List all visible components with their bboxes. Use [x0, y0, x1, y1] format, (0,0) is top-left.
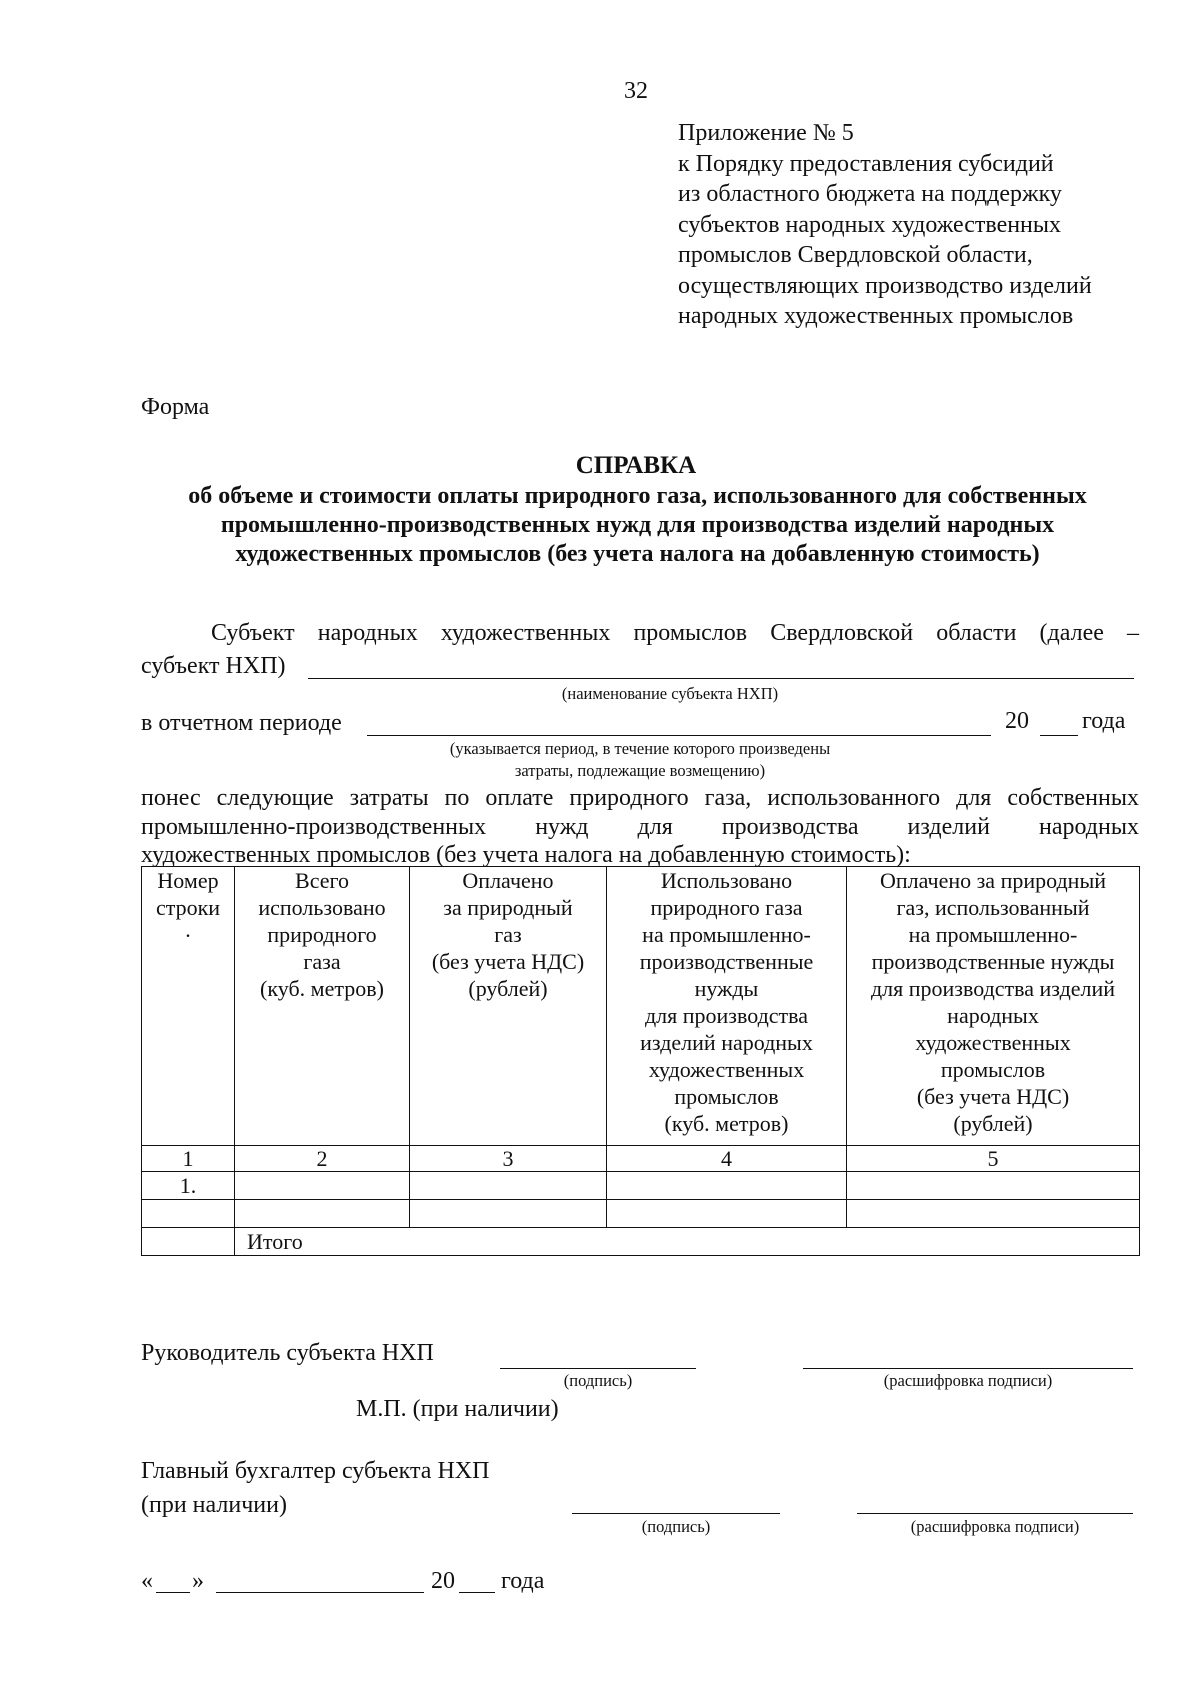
document-subtitle: [140, 482, 1135, 569]
header-total-used: [235, 867, 410, 1146]
table-cell[interactable]: [142, 1200, 235, 1228]
date-day-field[interactable]: [156, 1592, 190, 1593]
appendix-block: [678, 118, 1092, 332]
subject-name-note: (наименование субъекта НХП): [561, 684, 779, 703]
header-text: художественных: [915, 1030, 1071, 1055]
table-cell: [142, 1228, 235, 1256]
header-text: промыслов: [674, 1084, 779, 1109]
table-row: [142, 1172, 1140, 1200]
seal-label: М.П. (при наличии): [356, 1396, 559, 1422]
form-label: Форма: [141, 394, 210, 420]
header-text: (рублей): [468, 976, 548, 1001]
table-cell[interactable]: [607, 1200, 847, 1228]
header-text: художественных: [648, 1057, 805, 1082]
header-text: народных: [947, 1003, 1039, 1028]
header-text: производственные: [639, 949, 814, 974]
costs-line-2: промышленно-производственных нужд для производства изделий народных: [141, 814, 1139, 840]
table-cell[interactable]: [410, 1200, 607, 1228]
header-text: за природный: [443, 895, 573, 920]
header-text: (без учета НДС): [431, 949, 585, 974]
date-close-quote: »: [192, 1568, 204, 1594]
table-cell[interactable]: [607, 1172, 847, 1200]
total-label: Итого: [235, 1228, 1140, 1256]
header-text: нужды: [694, 976, 759, 1001]
table-cell[interactable]: [235, 1172, 410, 1200]
appendix-line: Приложение № 5: [678, 120, 854, 146]
appendix-line: народных художественных промыслов: [678, 303, 1074, 329]
appendix-line: субъектов народных художественных: [678, 211, 1062, 238]
costs-line-1: понес следующие затраты по оплате природного газа, использованного для собственных: [141, 785, 1139, 811]
header-text: .: [185, 917, 191, 942]
subtitle-line: об объеме и стоимости оплаты природного газа, использованного для собственных: [188, 483, 1087, 509]
appendix-line: осуществляющих производство изделий: [678, 272, 1092, 299]
header-text: Оплачено за природный: [879, 868, 1106, 893]
table-cell[interactable]: [235, 1200, 410, 1228]
header-text: (без учета НДС): [916, 1084, 1070, 1109]
period-year-suffix: года: [1082, 708, 1126, 734]
column-number: 3: [410, 1146, 607, 1172]
date-month-field[interactable]: [216, 1592, 424, 1593]
header-text: использовано: [258, 895, 386, 920]
head-decoding-field[interactable]: [803, 1368, 1133, 1369]
period-note-2: затраты, подлежащие возмещению): [514, 761, 766, 780]
header-text: (рублей): [953, 1111, 1033, 1136]
header-text: Всего: [295, 868, 349, 893]
accountant-label-note: (при наличии): [141, 1492, 287, 1518]
period-year-prefix: 20: [1005, 708, 1029, 734]
table-cell[interactable]: [410, 1172, 607, 1200]
report-table: [141, 866, 1140, 1256]
header-text: Номер: [157, 868, 219, 893]
header-text: газа: [303, 949, 341, 974]
period-year-field[interactable]: [1040, 735, 1078, 736]
subject-name-field[interactable]: [308, 678, 1134, 679]
appendix-line: из областного бюджета на поддержку: [678, 181, 1062, 207]
page-number: 32: [624, 78, 648, 104]
header-text: строки: [155, 895, 221, 920]
accountant-label: Главный бухгалтер субъекта НХП: [141, 1458, 490, 1484]
header-text: (куб. метров): [664, 1111, 789, 1136]
accountant-decoding-note: (расшифровка подписи): [910, 1517, 1080, 1536]
header-paid: [410, 867, 607, 1146]
column-number-row: [142, 1146, 1140, 1172]
head-signature-field[interactable]: [500, 1368, 696, 1369]
column-number: 1: [142, 1146, 235, 1172]
accountant-decoding-field[interactable]: [857, 1513, 1133, 1514]
header-text: промыслов: [940, 1057, 1046, 1082]
intro-subject-prefix: субъект НХП): [141, 653, 286, 679]
header-text: на промышленно-: [642, 922, 811, 947]
header-text: для производства: [644, 1003, 809, 1028]
table-header-row: [142, 867, 1140, 1146]
header-text: газ, использованный: [896, 895, 1090, 920]
header-row-number: [142, 867, 235, 1146]
intro-line-1: Субъект народных художественных промыслов Свердловской области (далее –: [211, 620, 1139, 646]
costs-line-3: художественных промыслов (без учета налога на добавленную стоимость):: [141, 842, 911, 868]
header-text: для производства изделий: [870, 976, 1116, 1001]
subtitle-line: художественных промыслов (без учета налога на добавленную стоимость): [235, 541, 1040, 567]
column-number: 2: [235, 1146, 410, 1172]
date-year-suffix: года: [501, 1568, 545, 1594]
header-text: Использовано: [660, 868, 793, 893]
header-used-for-production: [607, 867, 847, 1146]
column-number: 5: [847, 1146, 1140, 1172]
appendix-line: промыслов Свердловской области,: [678, 242, 1033, 268]
head-signature-note: (подпись): [563, 1371, 633, 1390]
header-paid-for-production: [847, 867, 1140, 1146]
table-cell[interactable]: [847, 1200, 1140, 1228]
header-text: природного газа: [650, 895, 803, 920]
accountant-signature-field[interactable]: [572, 1513, 780, 1514]
period-prefix: в отчетном периоде: [141, 710, 342, 736]
head-label: Руководитель субъекта НХП: [141, 1340, 434, 1366]
header-text: газ: [494, 922, 522, 947]
date-year-prefix: 20: [431, 1568, 455, 1594]
header-text: (куб. метров): [260, 976, 384, 1001]
head-decoding-note: (расшифровка подписи): [883, 1371, 1053, 1390]
document-title: СПРАВКА: [575, 452, 697, 479]
period-field[interactable]: [367, 735, 991, 736]
header-text: на промышленно-: [908, 922, 1078, 947]
table-cell[interactable]: 1.: [142, 1172, 235, 1200]
header-text: Оплачено: [462, 868, 554, 893]
table-row: [142, 1200, 1140, 1228]
period-note-1: (указывается период, в течение которого произведены: [449, 739, 831, 758]
appendix-line: к Порядку предоставления субсидий: [678, 150, 1054, 177]
subtitle-line: промышленно-производственных нужд для производства изделий народных: [220, 512, 1055, 538]
total-row: [142, 1228, 1140, 1256]
date-open-quote: «: [141, 1568, 153, 1594]
column-number: 4: [607, 1146, 847, 1172]
header-text: изделий народных: [640, 1030, 813, 1055]
table-cell[interactable]: [847, 1172, 1140, 1200]
accountant-signature-note: (подпись): [641, 1517, 711, 1536]
header-text: природного: [267, 922, 377, 947]
date-year-field[interactable]: [459, 1592, 495, 1593]
header-text: производственные нужды: [871, 949, 1115, 974]
